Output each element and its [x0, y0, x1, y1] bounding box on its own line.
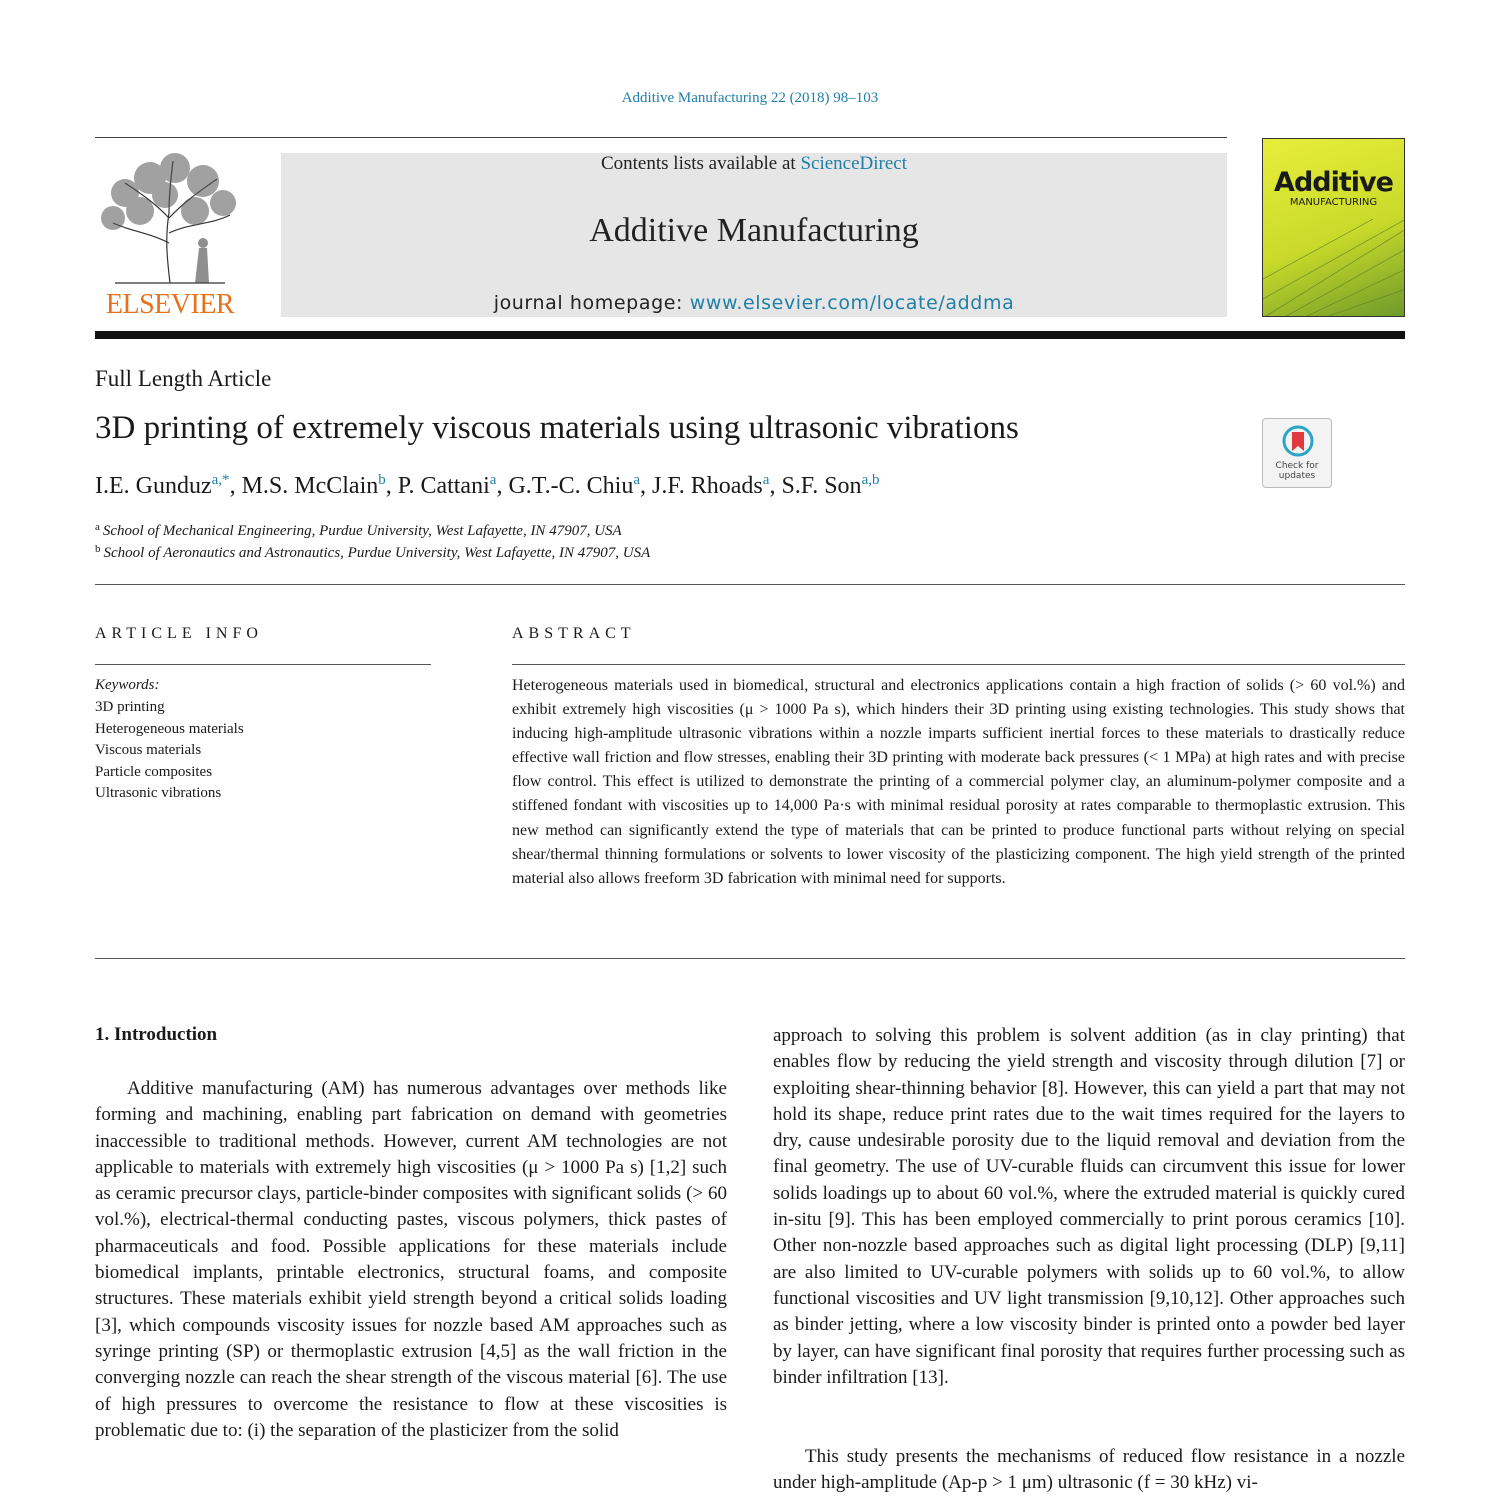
keyword: Viscous materials [95, 742, 202, 759]
intro-paragraph-left: Additive manufacturing (AM) has numerous advantages over methods like forming and machining, enabling part fabrication on demand with geometries inaccessible to traditional methods. However, current AM technologies are not applicable to materials with extremely high viscosities (μ > 1000 Pa s) [1,2] such as ceramic precursor clays, particle-binder composites with significant solids (> 60 vol.%), electrical-thermal conducting pastes, viscous polymers, thick pastes of pharmaceuticals and food. Possible applications for these materials include biomedical implants, printable electronics, structural foams, and composite structures. These materials exhibit yield strength beyond a critical solids loading [3], which compounds viscosity issues for nozzle based AM approaches such as syringe printing (SP) or thermoplastic extrusion [4,5] as the wall friction in the converging nozzle can reach the shear strength of the viscous material [6]. The use of high pressures to overcome the resistance to flow at these viscosities is problematic due to: (i) the separation of the plasticizer from the solid [95, 1078, 727, 1441]
abstract-bottom-rule [95, 958, 1405, 959]
journal-homepage [281, 292, 1227, 314]
author-list: I.E. Gunduz$^{a,*}$, M.S. McClain$^b$, P. Cattani$^a$, G.T.-C. Chiu$^a$, J.F. Rhoads$^a$, S.F. Son$^{a,b}$ [95, 472, 880, 499]
sciencedirect-link[interactable]: ScienceDirect [800, 153, 908, 174]
abstract-text: Heterogeneous materials used in biomedical, structural and electronics applications contain a high fraction of solids (> 60 vol.%) and exhibit extremely high viscosities (μ > 1000 Pa s), which hinders their 3D printing using existing technologies. This study shows that inducing high-amplitude ultrasonic vibrations within a nozzle imparts sufficient inertial forces to these materials to drastically reduce effective wall friction and flow stresses, enabling their 3D printing with moderate back pressures (< 1 MPa) at high rates and with precise flow control. This effect is utilized to demonstrate the printing of a commercial polymer clay, an aluminum-polymer composite and a stiffened fondant with viscosities up to 14,000 Pa·s with minimal residual porosity at rates comparable to thermoplastic extrusion. This new method can significantly extend the type of materials that can be printed to produce functional parts without relying on special shear/thermal thinning formulations or solvents to lower viscosity of the plasticizing component. The high yield strength of the printed material also allows freeform 3D fabrication with minimal need for supports. [512, 677, 1405, 887]
keyword: Particle composites [95, 763, 213, 780]
homepage-prefix: journal homepage: [493, 292, 690, 314]
author[interactable]: I.E. Gunduz$^{a,*}$ [95, 472, 230, 499]
author[interactable]: G.T.-C. Chiu$^a$ [508, 472, 640, 499]
bookmark-icon [1282, 425, 1314, 459]
keyword: Heterogeneous materials [95, 720, 244, 737]
abstract-rule [512, 664, 1405, 665]
publisher-name: ELSEVIER [105, 289, 235, 320]
article-info-heading: ARTICLE INFO [95, 625, 263, 642]
journal-title: Additive Manufacturing [589, 212, 919, 249]
abstract-heading: ABSTRACT [512, 625, 636, 642]
introduction-heading: 1. Introduction [95, 1024, 218, 1045]
cover-subtitle: MANUFACTURING [1289, 197, 1378, 208]
keywords-label: Keywords: [95, 677, 160, 693]
header-rule [95, 137, 1227, 138]
intro-paragraph-right-2: This study presents the mechanisms of reduced flow resistance in a nozzle under high-amplitude (Ap-p > 1 μm) ultrasonic (f = 30 kHz) vi- [773, 1446, 1405, 1494]
article-info-rule [95, 664, 431, 665]
intro-paragraph-right: approach to solving this problem is solvent addition (as in clay printing) that enables flow by reducing the yield strength and viscosity through dilution [7] or exploiting shear-thinning behavior [8]. However, this can yield a part that may not hold its shape, reduce print rates due to the wait times required for the layers to dry, cause undesirable porosity due to the liquid removal and deviation from the final geometry. The use of UV-curable fluids can circumvent this issue for lower solids loadings up to about 60 vol.%, where the extruded material is quickly cured in-situ [9]. This has been employed commercially to print porous ceramics [10]. Other non-nozzle based approaches such as digital light processing (DLP) [9,11] are also limited to UV-curable polymers with solids up to 60 vol.%, to allow functional viscosities and UV light transmission [9,10,12]. Other approaches such as binder jetting, where a low viscosity binder is printed onto a powder bed layer by layer, can have significant final porosity that requires further processing such as binder infiltration [13]. [773, 1025, 1405, 1388]
homepage-link[interactable]: www.elsevier.com/locate/addma [689, 292, 1015, 314]
contents-prefix: Contents lists available at [600, 153, 801, 174]
article-title: 3D printing of extremely viscous materials using ultrasonic vibrations [95, 410, 1019, 446]
affiliation-a: $^a$ School of Mechanical Engineering, Purdue University, West Lafayette, IN 47907, USA [95, 521, 622, 539]
journal-cover[interactable] [1262, 138, 1405, 317]
check-for-updates-label: Check for updates [1275, 461, 1319, 481]
masthead-bottom-rule [95, 331, 1405, 339]
check-for-updates-badge[interactable] [1262, 418, 1332, 488]
cover-title: Additive [1274, 167, 1393, 198]
author[interactable]: P. Cattani$^a$ [397, 472, 497, 499]
author[interactable]: S.F. Son$^{a,b}$ [781, 472, 880, 499]
elsevier-logo [95, 153, 245, 323]
keyword-list [95, 697, 244, 805]
contents-line [281, 153, 1227, 175]
article-type: Full Length Article [95, 366, 272, 391]
author[interactable]: J.F. Rhoads$^a$ [652, 472, 770, 499]
section-rule [95, 584, 1405, 585]
keyword: 3D printing [95, 699, 165, 715]
author[interactable]: M.S. McClain$^b$ [241, 472, 386, 499]
journal-reference[interactable]: Additive Manufacturing 22 (2018) 98–103 [621, 90, 879, 106]
cover-pattern-icon [1263, 219, 1405, 317]
affiliation-b: $^b$ School of Aeronautics and Astronautics, Purdue University, West Lafayette, IN 47907, USA [95, 543, 651, 561]
keyword: Ultrasonic vibrations [95, 785, 222, 802]
